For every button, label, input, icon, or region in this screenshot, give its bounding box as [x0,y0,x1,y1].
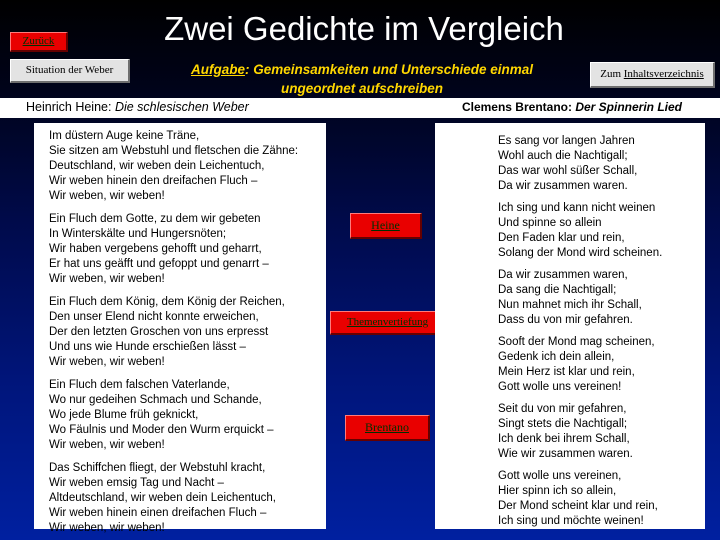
situation-button-label: Situation der Weber [25,64,114,76]
poem-line: Da wir zusammen waren. [498,180,628,192]
brentano-author: Clemens Brentano: [461,100,576,114]
poem-line: Da sang die Nachtigall; [498,284,617,296]
poem-line: Sooft der Mond mag scheinen, [498,336,655,348]
poem-line: Wo Fäulnis und Moder den Wurm erquickt – [49,424,274,436]
poem-line: Hier spinn ich so allein, [498,485,617,497]
task-text: : Gemeinsamkeiten und Unterschiede einmal ungeordnet aufschreiben [244,62,534,96]
brentano-button[interactable] [345,415,430,441]
themen-button[interactable] [330,311,446,335]
poem-line: Deutschland, wir weben dein Leichentuch, [49,160,265,172]
poem-line: Das Schiffchen fliegt, der Webstuhl kracht, [49,462,266,474]
poem-line: Wir weben, wir weben! [49,190,165,202]
poem-line: Wir weben, wir weben! [49,439,165,451]
poem-line: Gott wolle uns vereinen! [498,381,622,393]
poem-line: Wir haben vergebens gehofft und geharrt, [49,243,262,255]
poem-line: Nun mahnet mich ihr Schall, [498,299,642,311]
poem-line: Altdeutschland, wir weben dein Leichentuch, [49,492,276,504]
poem-line: Ich denk bei ihrem Schall, [498,433,630,445]
stanza [49,129,326,204]
poem-line: Dass du von mir gefahren. [498,314,633,326]
heine-button[interactable] [350,213,422,239]
stanza [49,212,326,287]
stanza [498,134,705,194]
poem-line: Den Faden klar und rein, [498,232,625,244]
heine-work: Die schlesischen Weber [114,100,249,114]
poem-line: Wohl auch die Nachtigall; [498,150,628,162]
poem-line: Wir weben, wir weben! [49,522,165,534]
poem-line: Der den letzten Groschen von uns erpresst [49,326,269,338]
heine-heading [26,100,249,114]
poem-line: Wir weben, wir weben! [49,356,165,368]
poem-line: Ein Fluch dem König, dem König der Reichen, [49,296,285,308]
toc-button[interactable] [590,62,715,88]
brentano-heading [462,100,682,114]
poem-line: Wir weben emsig Tag und Nacht – [49,477,224,489]
poem-line: Sie sitzen am Webstuhl und fletschen die Zähne: [49,145,299,157]
stanza [498,335,705,395]
poem-line: In Winterskälte und Hungersnöten; [49,228,227,240]
poem-line: Das war wohl süßer Schall, [498,165,638,177]
brentano-poem [435,123,705,529]
poem-line: Wir weben, wir weben! [49,273,165,285]
poem-line: Wie wir zusammen waren. [498,448,633,460]
poem-line: Der Mond scheint klar und rein, [498,500,658,512]
poem-line: Da wir zusammen waren, [498,269,628,281]
poem-line: Wo nur gedeihen Schmach und Schande, [49,394,262,406]
stanza [498,268,705,328]
poem-line: Den unser Elend nicht konnte erweichen, [49,311,259,323]
themen-button-label: Themenvertiefung [346,316,429,328]
poem-line: Gedenk ich dein allein, [498,351,615,363]
poem-line: Und uns wie Hunde erschießen lässt – [49,341,246,353]
toc-button-link: Inhaltsverzeichnis [623,68,704,80]
heine-button-label: Heine [371,218,400,232]
poem-line: Es sang vor langen Jahren [498,135,635,147]
poem-line: Ein Fluch dem falschen Vaterlande, [49,379,230,391]
stanza [498,402,705,462]
brentano-button-label: Brentano [365,420,409,434]
back-button-label: Zurück [22,35,55,47]
stanza [49,461,326,536]
toc-button-prefix: Zum [600,68,624,80]
poem-line: Im düstern Auge keine Träne, [49,130,200,142]
stanza [49,295,326,370]
poem-line: Und spinne so allein [498,217,602,229]
heine-author: Heinrich Heine: [26,100,115,114]
poem-line: Ein Fluch dem Gotte, zu dem wir gebeten [49,213,261,225]
heine-poem [34,123,326,534]
brentano-work: Der Spinnerin Lied [575,100,682,114]
poem-line: Wir weben hinein den dreifachen Fluch – [49,175,258,187]
task-label: Aufgabe [190,62,245,77]
poem-line: Ich sing und möchte weinen! [498,515,644,527]
stanza [49,378,326,453]
page-title: Zwei Gedichte im Vergleich [164,10,564,47]
poem-line: Seit du von mir gefahren, [498,403,627,415]
stanza [498,201,705,261]
situation-button[interactable] [10,59,130,83]
task-instruction [172,60,552,98]
back-button[interactable] [10,32,68,52]
poem-line: Solang der Mond wird scheinen. [498,247,663,259]
poem-line: Wo jede Blume früh geknickt, [49,409,199,421]
stanza [498,469,705,529]
poem-line: Gott wolle uns vereinen, [498,470,622,482]
poem-line: Wir weben hinein einen dreifachen Fluch – [49,507,267,519]
poem-line: Mein Herz ist klar und rein, [498,366,635,378]
poem-line: Singt stets die Nachtigall; [498,418,628,430]
poem-line: Ich sing und kann nicht weinen [498,202,656,214]
poem-line: Er hat uns geäfft und gefoppt und genarrt – [49,258,269,270]
